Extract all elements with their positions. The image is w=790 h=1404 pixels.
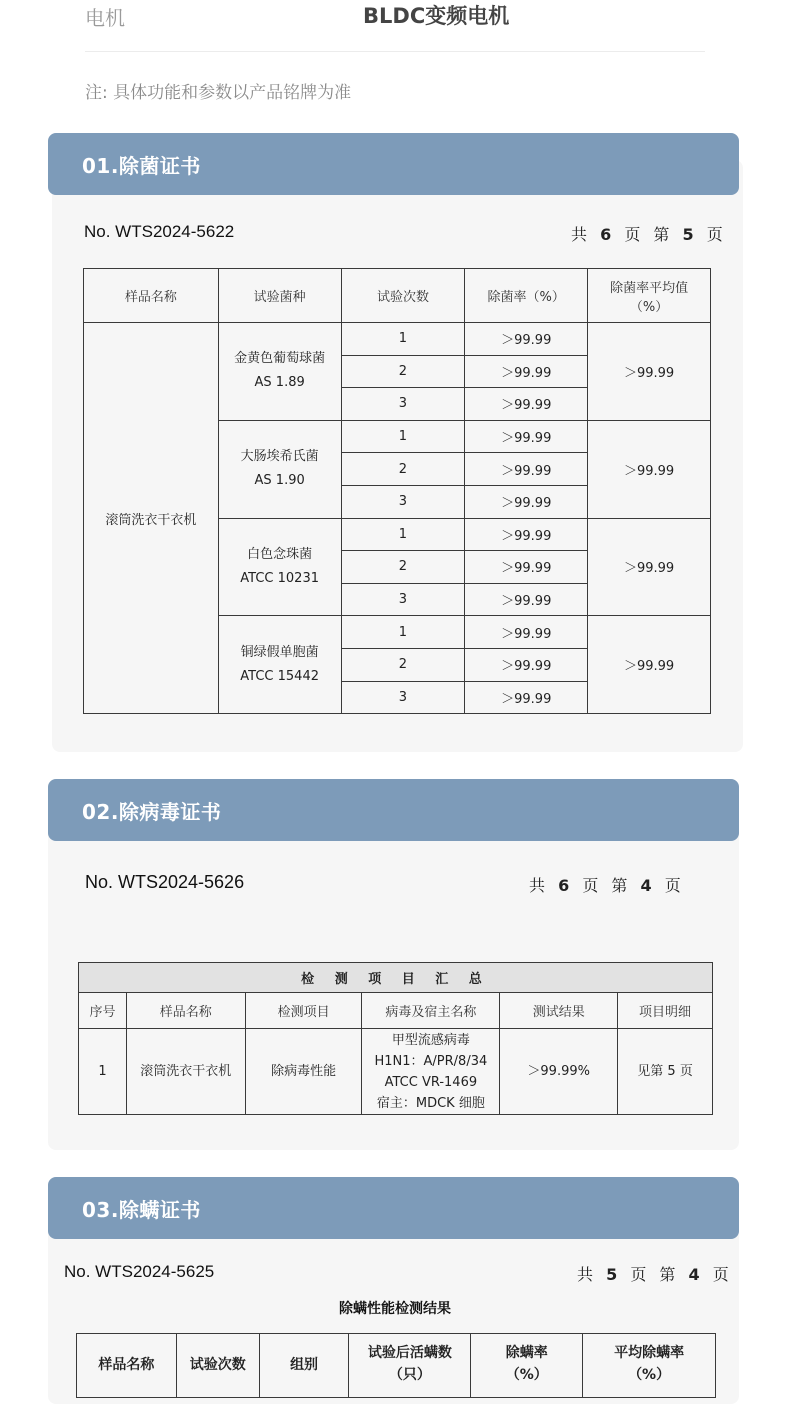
test-item-cell: 除病毒性能 — [245, 1029, 362, 1115]
column-header: 测试结果 — [500, 993, 618, 1029]
column-header: 样品名称 — [84, 269, 219, 323]
section-header-mite-removal — [48, 1177, 739, 1239]
rate-cell: ＞99.99 — [465, 583, 588, 616]
sample-name-cell: 滚筒洗衣干衣机 — [126, 1029, 245, 1115]
rate-cell: ＞99.99 — [465, 355, 588, 388]
rate-cell: ＞99.99 — [465, 420, 588, 453]
rate-cell: ＞99.99 — [465, 518, 588, 551]
section-title: 01.除菌证书 — [82, 154, 201, 178]
average-rate-cell: ＞99.99 — [588, 616, 711, 714]
trial-number-cell: 3 — [341, 485, 465, 518]
column-header: 样品名称 — [126, 993, 245, 1029]
rate-cell: ＞99.99 — [465, 648, 588, 681]
trial-number-cell: 3 — [341, 583, 465, 616]
sterilization-results-table — [83, 268, 711, 714]
column-header: 检测项目 — [245, 993, 362, 1029]
section-title: 02.除病毒证书 — [82, 800, 222, 824]
table-title: 检 测 项 目 汇 总 — [79, 963, 713, 993]
trial-number-cell: 2 — [341, 648, 465, 681]
rate-cell: ＞99.99 — [465, 551, 588, 584]
footnote: 注: 具体功能和参数以产品铭牌为准 — [85, 83, 352, 103]
table-row — [79, 1029, 713, 1115]
column-header: 病毒及宿主名称 — [362, 993, 500, 1029]
mite-removal-results-table — [76, 1333, 716, 1398]
average-rate-cell: ＞99.99 — [588, 420, 711, 518]
column-header: 项目明细 — [618, 993, 713, 1029]
rate-cell: ＞99.99 — [465, 681, 588, 714]
rate-cell: ＞99.99 — [465, 323, 588, 356]
column-header: 平均除螨率 （%） — [583, 1334, 716, 1398]
detail-cell: 见第 5 页 — [618, 1029, 713, 1115]
species-cell: 铜绿假单胞菌 ATCC 15442 — [218, 616, 341, 714]
spec-row — [85, 0, 705, 52]
species-cell: 金黄色葡萄球菌 AS 1.89 — [218, 323, 341, 421]
trial-number-cell: 2 — [341, 355, 465, 388]
spec-value: BLDC变频电机 — [363, 4, 510, 28]
trial-number-cell: 1 — [341, 616, 465, 649]
result-cell: ＞99.99% — [500, 1029, 618, 1115]
table-header-row — [84, 269, 711, 323]
column-header: 试验后活螨数 （只） — [349, 1334, 471, 1398]
species-cell: 大肠埃希氏菌 AS 1.90 — [218, 420, 341, 518]
column-header: 样品名称 — [77, 1334, 177, 1398]
row-number-cell: 1 — [79, 1029, 127, 1115]
page-info: 共 5 页 第 4 页 — [577, 1265, 733, 1284]
rate-cell: ＞99.99 — [465, 453, 588, 486]
average-rate-cell: ＞99.99 — [588, 518, 711, 616]
column-header: 除菌率平均值 （%） — [588, 269, 711, 323]
sample-name-cell: 滚筒洗衣干衣机 — [84, 323, 219, 714]
species-cell: 白色念珠菌 ATCC 10231 — [218, 518, 341, 616]
column-header: 试验次数 — [341, 269, 465, 323]
average-rate-cell: ＞99.99 — [588, 323, 711, 421]
document-number: No. WTS2024-5622 — [84, 222, 235, 241]
section-header-sterilization — [48, 133, 739, 195]
rate-cell: ＞99.99 — [465, 616, 588, 649]
page-info: 共 6 页 第 5 页 — [571, 225, 727, 244]
section-header-antivirus — [48, 779, 739, 841]
column-header: 试验菌种 — [218, 269, 341, 323]
column-header: 组别 — [259, 1334, 349, 1398]
trial-number-cell: 3 — [341, 388, 465, 421]
table-title: 除螨性能检测结果 — [339, 1301, 451, 1317]
antivirus-summary-table — [78, 962, 713, 1115]
document-number: No. WTS2024-5626 — [85, 872, 245, 892]
table-row — [84, 323, 711, 356]
table-header-row — [77, 1334, 716, 1398]
trial-number-cell: 1 — [341, 323, 465, 356]
column-header: 试验次数 — [176, 1334, 259, 1398]
column-header: 序号 — [79, 993, 127, 1029]
trial-number-cell: 2 — [341, 551, 465, 584]
rate-cell: ＞99.99 — [465, 485, 588, 518]
table-header-row — [79, 993, 713, 1029]
virus-host-cell: 甲型流感病毒 H1N1：A/PR/8/34 ATCC VR-1469 宿主：MDCK 细胞 — [362, 1029, 500, 1115]
trial-number-cell: 2 — [341, 453, 465, 486]
spec-label: 电机 — [85, 6, 125, 30]
trial-number-cell: 1 — [341, 420, 465, 453]
section-title: 03.除螨证书 — [82, 1198, 201, 1222]
document-number: No. WTS2024-5625 — [64, 1262, 215, 1281]
column-header: 除螨率 （%） — [471, 1334, 583, 1398]
trial-number-cell: 3 — [341, 681, 465, 714]
column-header: 除菌率（%） — [465, 269, 588, 323]
trial-number-cell: 1 — [341, 518, 465, 551]
page-info: 共 6 页 第 4 页 — [529, 876, 685, 895]
rate-cell: ＞99.99 — [465, 388, 588, 421]
table-title-row — [79, 963, 713, 993]
